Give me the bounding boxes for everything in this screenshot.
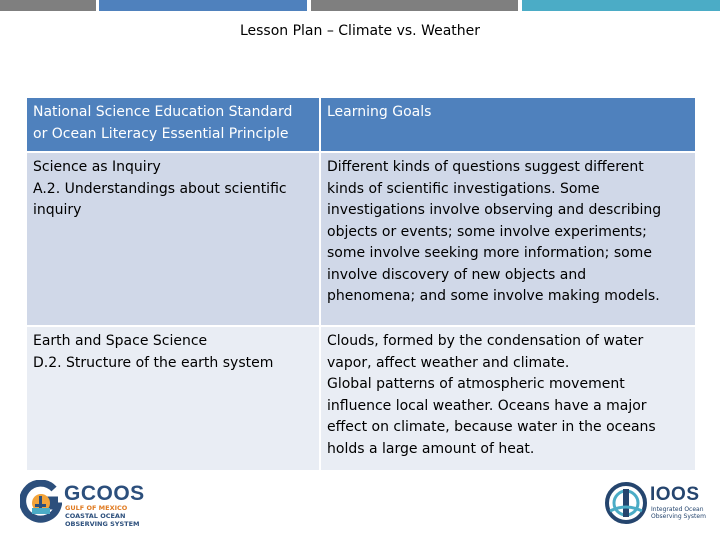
ioos-wordmark: IOOS (650, 484, 700, 505)
cell-line: holds a large amount of heat. (327, 440, 535, 457)
table-row (26, 152, 696, 326)
ioos-subtitle: Observing System (651, 513, 706, 520)
cell-standard (26, 152, 320, 326)
gcoos-wordmark: GCOOS (64, 482, 145, 505)
cell-line: A.2. Understandings about scientific (33, 180, 287, 197)
gcoos-g-icon (20, 480, 62, 526)
cell-line: involve discovery of new objects and (327, 266, 587, 283)
cell-line: D.2. Structure of the earth system (33, 354, 274, 371)
header-standard-line: or Ocean Literacy Essential Principle (33, 125, 289, 142)
table-row (26, 326, 696, 471)
header-standard-line: National Science Education Standard (33, 104, 293, 120)
ioos-globe-icon (604, 481, 648, 525)
gcoos-subtitle: GULF OF MEXICO (65, 504, 128, 512)
cell-line: some involve seeking more information; some (327, 245, 652, 261)
top-bar-2 (99, 0, 307, 11)
top-bar-1 (0, 0, 96, 11)
lesson-plan-table (25, 96, 697, 472)
cell-line: effect on climate, because water in the oceans (327, 419, 656, 435)
cell-line: Different kinds of questions suggest different (327, 159, 644, 175)
ioos-subtitle: Integrated Ocean (651, 506, 704, 513)
gcoos-subtitle: COASTAL OCEAN (65, 512, 126, 520)
cell-line: investigations involve observing and describing (327, 202, 662, 218)
ioos-logo (604, 481, 710, 527)
cell-standard (26, 326, 320, 471)
cell-line: vapor, affect weather and climate. (327, 354, 570, 371)
table-header-row (26, 97, 696, 152)
cell-line: phenomena; and some involve making models. (327, 288, 660, 304)
top-bar-4 (522, 0, 720, 11)
top-decorative-bars (0, 0, 720, 11)
cell-line: inquiry (33, 202, 82, 218)
cell-goals (320, 326, 696, 471)
header-goals-line: Learning Goals (327, 104, 432, 120)
header-goals (320, 97, 696, 152)
cell-line: objects or events; some involve experiments; (327, 223, 647, 240)
cell-goals (320, 152, 696, 326)
cell-line: Science as Inquiry (33, 159, 161, 175)
gcoos-subtitle: OBSERVING SYSTEM (65, 520, 140, 528)
cell-line: Global patterns of atmospheric movement (327, 376, 625, 392)
gcoos-logo (20, 480, 150, 528)
cell-line: influence local weather. Oceans have a major (327, 397, 647, 414)
cell-line: kinds of scientific investigations. Some (327, 180, 600, 197)
cell-line: Clouds, formed by the condensation of water (327, 333, 644, 349)
header-standard (26, 97, 320, 152)
top-bar-3 (311, 0, 518, 11)
cell-line: Earth and Space Science (33, 333, 208, 349)
slide-title: Lesson Plan – Climate vs. Weather (239, 23, 481, 39)
